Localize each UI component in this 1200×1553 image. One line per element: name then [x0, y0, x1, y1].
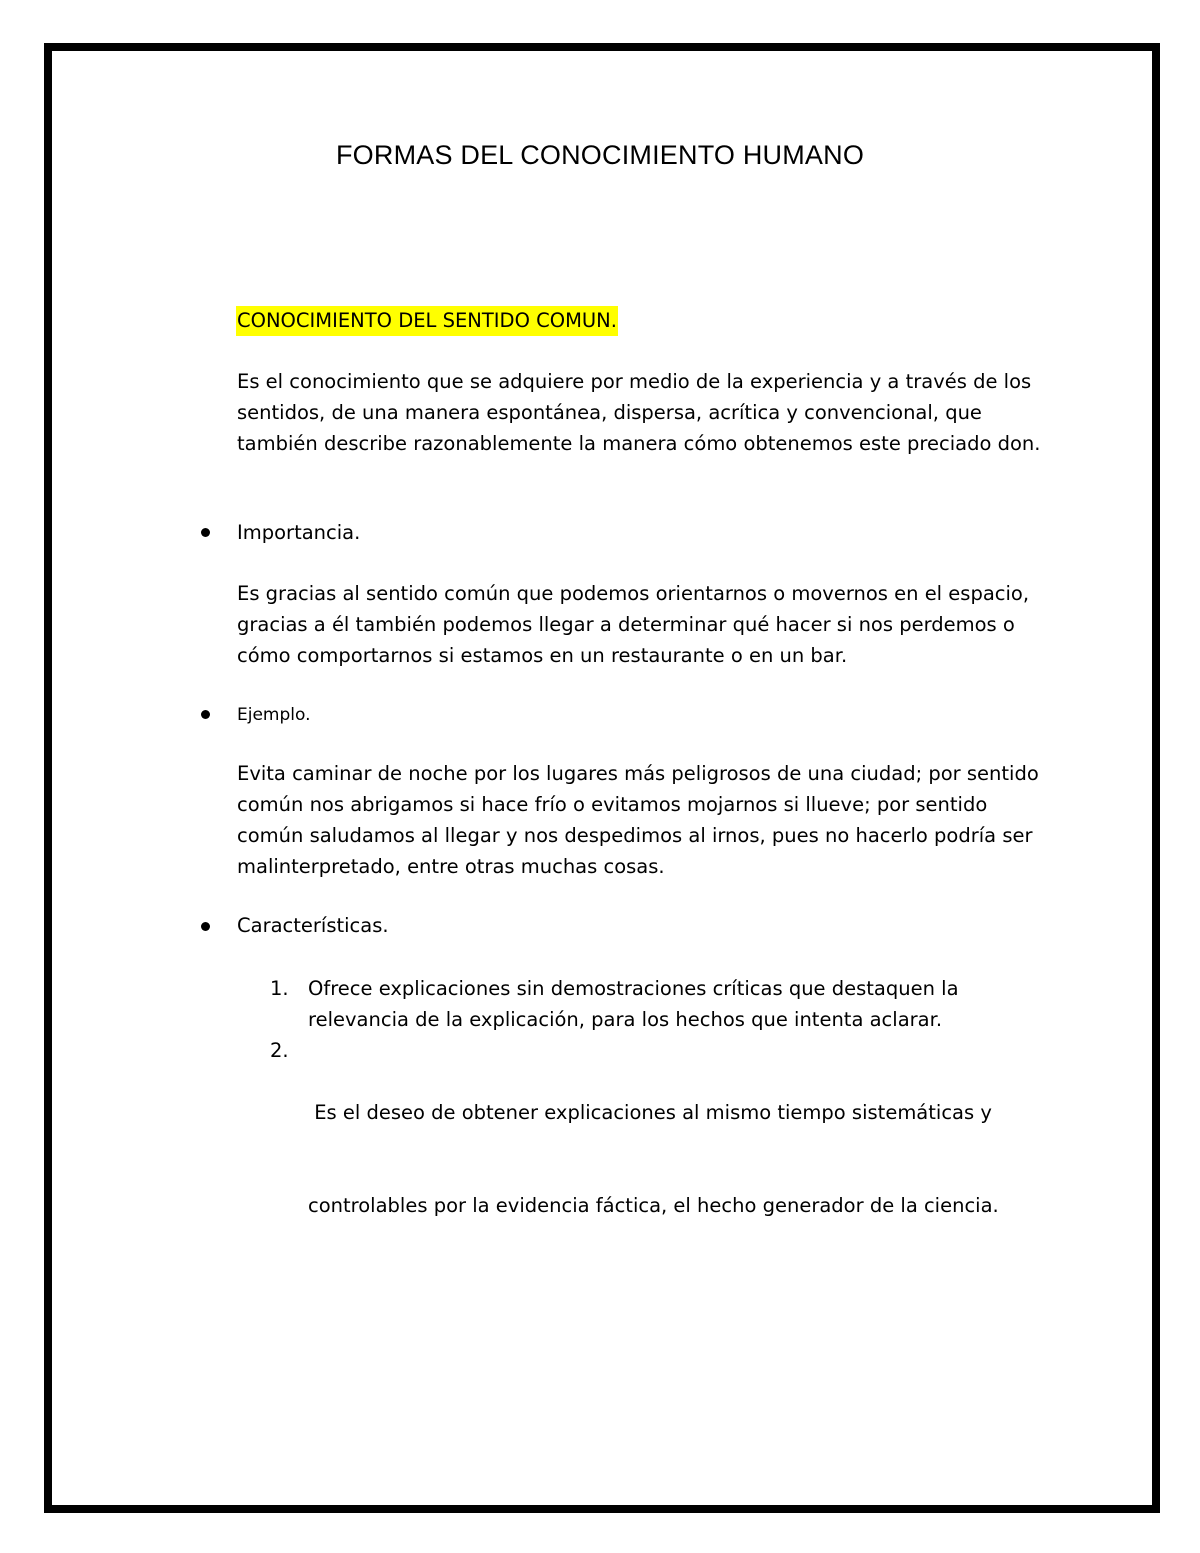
list-number: 2.	[270, 1039, 289, 1062]
section-label-ejemplo: Ejemplo.	[237, 705, 311, 725]
intro-paragraph	[237, 366, 1040, 459]
intro-line: sentidos, de una manera espontánea, dispersa, acrítica y convencional, que	[237, 401, 982, 424]
ejemplo-paragraph	[237, 758, 1039, 882]
bullet-icon	[201, 528, 210, 537]
section-label-importancia: Importancia.	[237, 521, 361, 544]
list-item-line: controlables por la evidencia fáctica, el hecho generador de la ciencia.	[308, 1194, 999, 1217]
paragraph-line: Evita caminar de noche por los lugares más peligrosos de una ciudad; por sentido	[237, 762, 1039, 785]
intro-line: Es el conocimiento que se adquiere por medio de la experiencia y a través de los	[237, 370, 1032, 393]
paragraph-line: Es gracias al sentido común que podemos orientarnos o movernos en el espacio,	[237, 582, 1030, 605]
list-number: 1.	[270, 977, 289, 1000]
paragraph-line: común nos abrigamos si hace frío o evitamos mojarnos si llueve; por sentido	[237, 793, 988, 816]
document-title: FORMAS DEL CONOCIMIENTO HUMANO	[335, 140, 865, 170]
paragraph-line: cómo comportarnos si estamos en un restaurante o en un bar.	[237, 644, 848, 667]
paragraph-line: común saludamos al llegar y nos despedimos al irnos, pues no hacerlo podría ser	[237, 824, 1033, 847]
bullet-icon	[201, 922, 210, 931]
list-item-line: relevancia de la explicación, para los hechos que intenta aclarar.	[308, 1008, 943, 1031]
section-heading: CONOCIMIENTO DEL SENTIDO COMUN.	[236, 306, 618, 336]
intro-line: también describe razonablemente la manera cómo obtenemos este preciado don.	[237, 432, 1041, 455]
paragraph-line: malinterpretado, entre otras muchas cosas.	[237, 855, 665, 878]
list-item	[308, 1035, 999, 1252]
list-item-line: Ofrece explicaciones sin demostraciones críticas que destaquen la	[308, 977, 959, 1000]
list-item	[308, 973, 959, 1035]
section-label-caracteristicas: Características.	[237, 914, 389, 937]
bullet-icon	[201, 710, 210, 719]
importancia-paragraph	[237, 578, 1029, 671]
paragraph-line: gracias a él también podemos llegar a determinar qué hacer si nos perdemos o	[237, 613, 1015, 636]
list-item-line: Es el deseo de obtener explicaciones al mismo tiempo sistemáticas y	[308, 1101, 992, 1124]
